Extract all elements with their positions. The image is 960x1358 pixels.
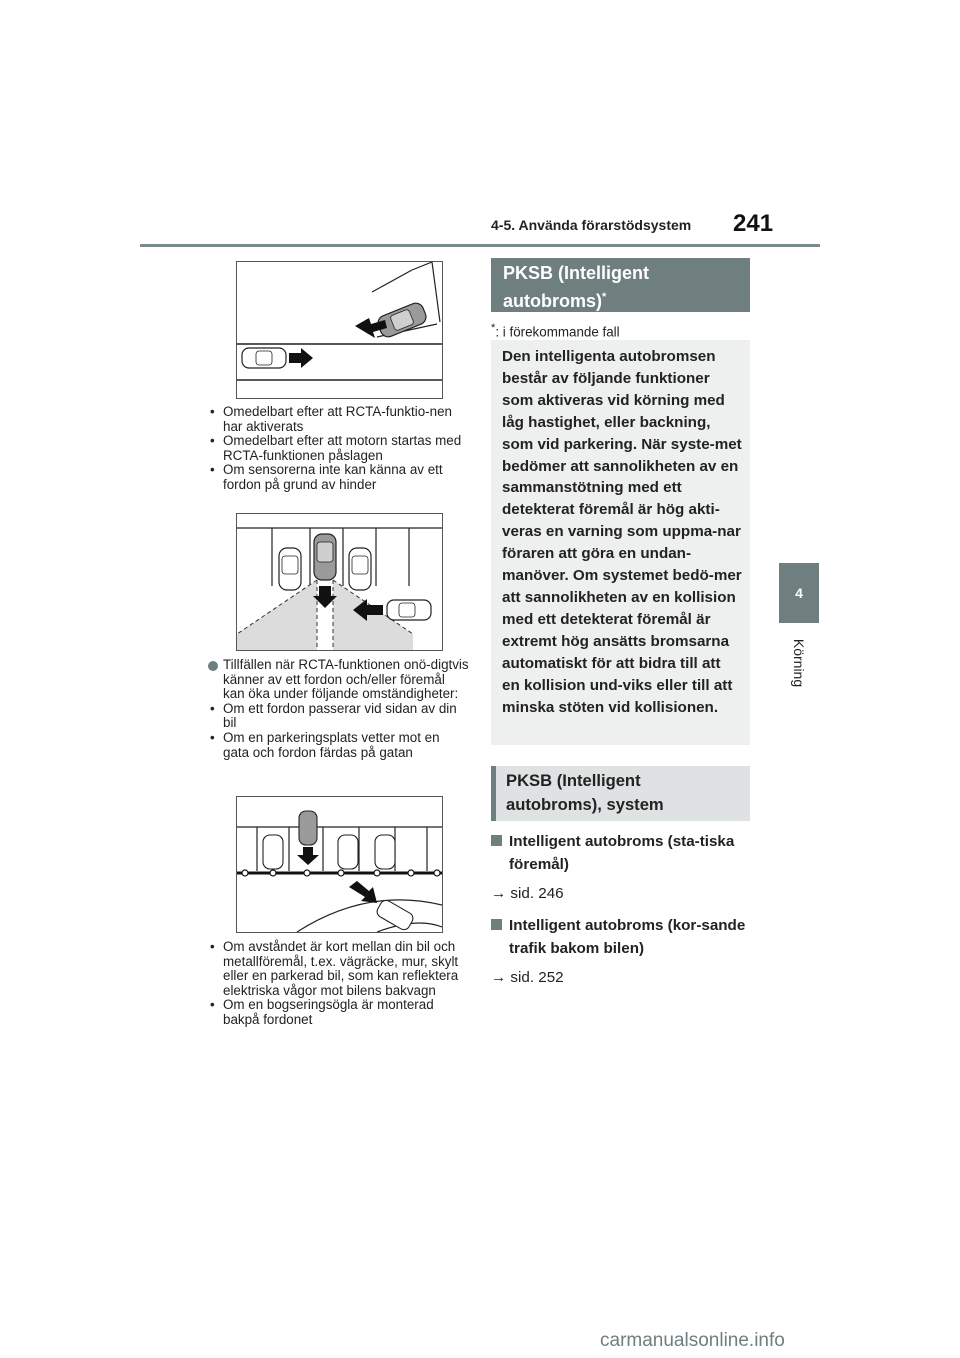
- list-item: • Om avståndet är kort mellan din bil och metallföremål, t.ex. vägräcke, mur, skylt eller en parkerad bil, som kan reflektera elektriska vågor mot bilens bakvagn: [207, 940, 469, 998]
- list-item: • Om sensorerna inte kan känna av ett fordon på grund av hinder: [207, 463, 469, 492]
- page-number: 241: [733, 210, 774, 237]
- figure-guardrail: [236, 796, 443, 933]
- system-item-title: Intelligent autobroms (kor-sande trafik bakom bilen): [491, 914, 750, 960]
- heading-footnote-marker: *: [602, 291, 607, 303]
- list-item: • Om en parkeringsplats vetter mot en gata och fordon färdas på gatan: [207, 731, 469, 760]
- chapter-tab[interactable]: 4: [779, 563, 819, 623]
- chapter-label: [776, 633, 822, 693]
- passing-car: [242, 348, 286, 368]
- footnote: [491, 322, 620, 339]
- system-items: [491, 830, 750, 986]
- footnote-marker: *: [491, 322, 496, 334]
- chapter-label-text: Körning: [791, 638, 808, 688]
- list-item: • Omedelbart efter att motorn startas med RCTA-funktionen påslagen: [207, 434, 469, 463]
- system-heading: PKSB (Intelligent autobroms), system: [491, 766, 750, 821]
- watermark: carmanualsonline.info: [600, 1330, 785, 1351]
- pksb-heading-text: PKSB (Intelligent autobroms): [503, 263, 650, 311]
- footnote-text: : i förekommande fall: [495, 324, 620, 340]
- system-item-title: Intelligent autobroms (sta-tiska föremål): [491, 830, 750, 876]
- intro-text: Den intelligenta autobromsen består av följande funktioner som aktiveras vid körning med låg hastighet, eller backning, som vid parkering. När syste-met bedömer att sannolikheten av en sammanstötning med ett detekterat föremål är hög akti-veras en varning som uppma-nar föraren att göra en undan-manöver. Om systemet bedö-mer att sannolikheten av en kollision med ett detekterat föremål är extremt hög ansätts bromsarna automatiskt för att bidra till att en kollision und-viks eller till att minska stöten vid kollisionen.: [502, 348, 742, 716]
- figure-backing-out: [236, 261, 443, 399]
- figure-backing-out-illustration: [237, 262, 442, 398]
- figure-sensor-zones-illustration: [237, 514, 442, 650]
- section-title: 4-5. Använda förarstödsystem: [491, 217, 692, 233]
- page-reference-link[interactable]: → sid. 252: [491, 969, 564, 986]
- circle-item: Tillfällen när RCTA-funktionen onö-digtvis känner av ett fordon och/eller föremål kan öka under följande omständigheter:: [207, 658, 469, 702]
- page-reference-link[interactable]: → sid. 246: [491, 885, 564, 902]
- pksb-section-heading: [491, 258, 750, 312]
- intro-box: [491, 340, 750, 745]
- reversing-car: [376, 301, 429, 339]
- list-conditions-3: [207, 940, 469, 1028]
- list-conditions-1: [207, 405, 469, 493]
- list-item: • Omedelbart efter att RCTA-funktio-nen har aktiverats: [207, 405, 469, 434]
- list-item: • Om ett fordon passerar vid sidan av din bil: [207, 702, 469, 731]
- list-conditions-2: [207, 658, 469, 760]
- figure-sensor-zones: [236, 513, 443, 651]
- list-item: • Om en bogseringsögla är monterad bakpå fordonet: [207, 998, 469, 1027]
- header-divider: [140, 244, 820, 247]
- figure-guardrail-illustration: [237, 797, 442, 932]
